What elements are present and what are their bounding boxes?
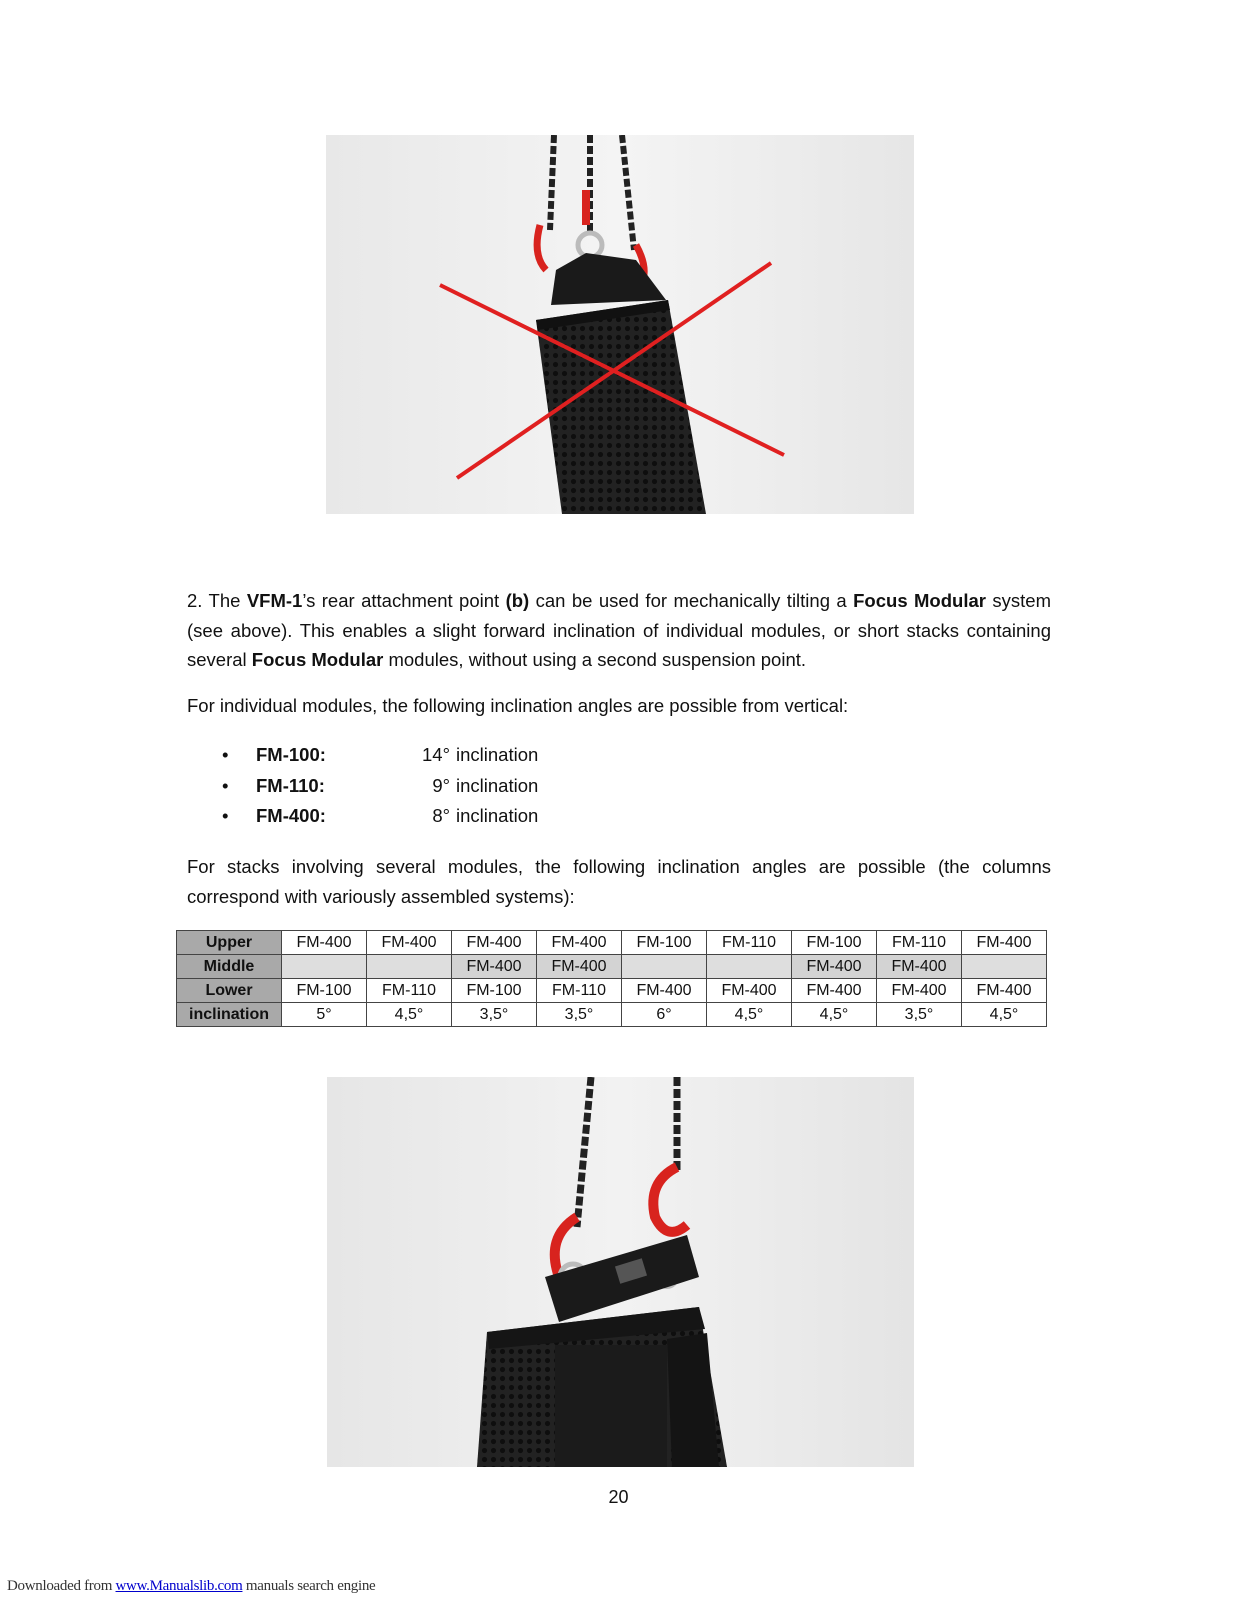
paragraph-stacks: For stacks involving several modules, the following inclination angles are possible (the columns correspond with variously assembled systems):: [187, 856, 1051, 907]
table-row-inclination: [177, 1003, 1047, 1027]
table-cell: 4,5°: [707, 1003, 792, 1027]
row-label-middle: Middle: [177, 955, 282, 979]
manualslib-link[interactable]: www.Manualslib.com: [115, 1578, 243, 1594]
footer-prefix: Downloaded from: [7, 1578, 116, 1594]
p1-bold-vfm: VFM-1: [246, 590, 303, 611]
stack-inclination-table: [176, 930, 1047, 1027]
footer-suffix: manuals search engine: [242, 1578, 376, 1594]
table-cell: FM-400: [792, 955, 877, 979]
bullet-icon: •: [222, 744, 229, 765]
table-cell: FM-100: [792, 931, 877, 955]
model-name: FM-400:: [256, 805, 326, 826]
table-cell: [367, 955, 452, 979]
table-cell: FM-110: [877, 931, 962, 955]
speaker-hanging-photo: [326, 135, 914, 514]
table-cell: FM-100: [452, 979, 537, 1003]
speaker-tilted-rigging-icon: [327, 1077, 914, 1467]
inclination-angle: 9°: [432, 774, 450, 796]
inclination-angle: 8°: [432, 805, 450, 826]
table-cell: 3,5°: [537, 1003, 622, 1027]
p1-text-1: 2. The: [187, 590, 247, 611]
model-name: FM-100:: [256, 744, 326, 765]
p1-bold-focus-1: Focus Modular: [853, 590, 986, 611]
table-cell: FM-400: [367, 931, 452, 955]
inclination-angle: 14°: [422, 744, 450, 765]
table-cell: FM-400: [282, 931, 367, 955]
p1-bold-focus-2: Focus Modular: [251, 649, 384, 670]
row-label-inclination: inclination: [177, 1003, 282, 1027]
inclination-word: inclination: [456, 744, 539, 765]
table-cell: [282, 955, 367, 979]
table-cell: 6°: [622, 1003, 707, 1027]
table-cell: 3,5°: [452, 1003, 537, 1027]
page-number: 20: [608, 1487, 629, 1507]
table-row-upper: [177, 931, 1047, 955]
table-cell: FM-110: [537, 979, 622, 1003]
table-cell: FM-400: [622, 979, 707, 1003]
table-cell: FM-400: [452, 931, 537, 955]
table-cell: 4,5°: [792, 1003, 877, 1027]
inclination-word: inclination: [456, 774, 539, 796]
download-footer: [7, 1578, 375, 1595]
table-cell: FM-110: [367, 979, 452, 1003]
row-label-upper: Upper: [177, 931, 282, 955]
table-cell: [962, 955, 1047, 979]
paragraph-individual-modules: For individual modules, the following inclination angles are possible from vertical:: [187, 695, 849, 716]
p1-text-2: ’s rear attachment point: [302, 590, 506, 611]
table-cell: FM-400: [792, 979, 877, 1003]
row-label-lower: Lower: [177, 979, 282, 1003]
table-cell: [707, 955, 792, 979]
table-cell: 5°: [282, 1003, 367, 1027]
p1-text-5: modules, without using a second suspension point.: [383, 649, 807, 670]
table-cell: FM-400: [877, 979, 962, 1003]
table-cell: FM-100: [622, 931, 707, 955]
table-cell: FM-400: [962, 931, 1047, 955]
bullet-icon: •: [222, 805, 229, 826]
model-name: FM-110:: [256, 774, 325, 796]
p1-bold-b: (b): [505, 590, 530, 611]
paragraph-rear-attachment: [187, 586, 1051, 675]
speaker-hanging-crossed-out-icon: [326, 135, 914, 514]
table-cell: FM-400: [537, 955, 622, 979]
table-cell: FM-400: [537, 931, 622, 955]
table-cell: FM-400: [707, 979, 792, 1003]
table-row-lower: [177, 979, 1047, 1003]
table-cell: FM-100: [282, 979, 367, 1003]
table-cell: FM-110: [707, 931, 792, 955]
speaker-tilted-photo: [327, 1077, 914, 1467]
table-cell: [622, 955, 707, 979]
table-row-middle: [177, 955, 1047, 979]
p1-text-3: can be used for mechanically tilting a: [529, 590, 854, 611]
bullet-icon: •: [222, 774, 229, 796]
p1-text-4: system (see above). This enables a slight forward inclination of individual modules, or short stacks containing several: [187, 590, 1051, 670]
inclination-word: inclination: [456, 805, 539, 826]
table-cell: FM-400: [962, 979, 1047, 1003]
table-cell: 4,5°: [962, 1003, 1047, 1027]
table-cell: 3,5°: [877, 1003, 962, 1027]
table-cell: FM-400: [877, 955, 962, 979]
table-cell: 4,5°: [367, 1003, 452, 1027]
table-cell: FM-400: [452, 955, 537, 979]
